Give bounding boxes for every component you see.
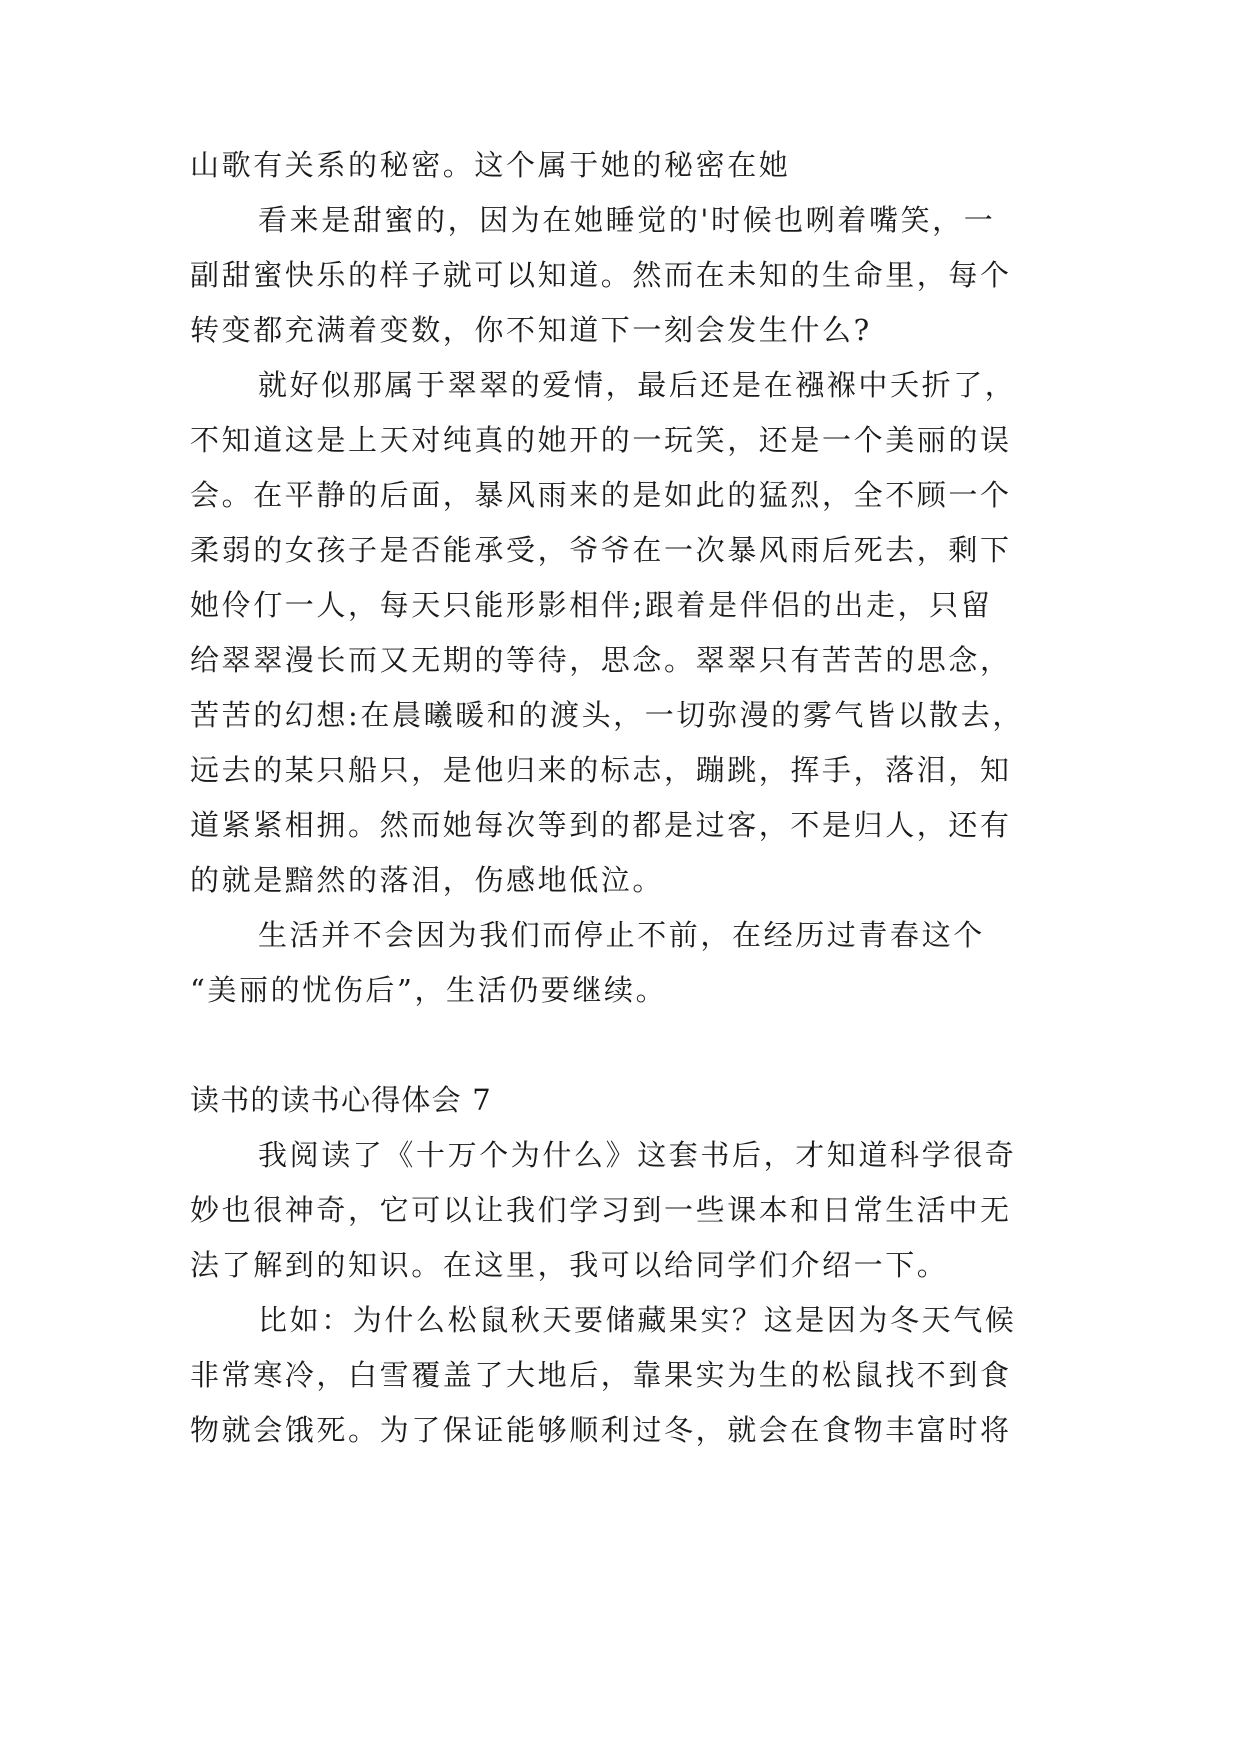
text-line: 转变都充满着变数，你不知道下一刻会发生什么?	[190, 313, 872, 347]
text-line: “美丽的忧伤后”，生活仍要继续。	[190, 973, 668, 1007]
text-line: 给翠翠漫长而又无期的等待，思念。翠翠只有苦苦的思念，	[190, 643, 1012, 677]
text-line: 法了解到的知识。在这里，我可以给同学们介绍一下。	[190, 1248, 949, 1282]
text-line: 她伶仃一人，每天只能形影相伴;跟着是伴侣的出走，只留	[190, 588, 993, 622]
text-line: 妙也很神奇，它可以让我们学习到一些课本和日常生活中无	[190, 1193, 1012, 1227]
paragraph-first-line: 看来是甜蜜的，因为在她睡觉的'时候也咧着嘴笑，一	[258, 203, 996, 237]
section-heading: 读书的读书心得体会 7	[190, 1083, 492, 1117]
text-line: 物就会饿死。为了保证能够顺利过冬，就会在食物丰富时将	[190, 1413, 1012, 1447]
text-line: 的就是黯然的落泪，伤感地低泣。	[190, 863, 665, 897]
paragraph-first-line: 我阅读了《十万个为什么》这套书后，才知道科学很奇	[258, 1138, 1017, 1172]
text-line: 远去的某只船只，是他归来的标志，蹦跳，挥手，落泪，知	[190, 753, 1012, 787]
text-line: 苦苦的幻想:在晨曦暖和的渡头，一切弥漫的雾气皆以散去，	[190, 698, 1024, 732]
paragraph-first-line: 生活并不会因为我们而停止不前，在经历过青春这个	[258, 918, 985, 952]
text-line: 不知道这是上天对纯真的她开的一玩笑，还是一个美丽的误	[190, 423, 1012, 457]
text-line: 道紧紧相拥。然而她每次等到的都是过客，不是归人，还有	[190, 808, 1012, 842]
paragraph-first-line: 就好似那属于翠翠的爱情，最后还是在襁褓中夭折了，	[258, 368, 1017, 402]
text-line: 柔弱的女孩子是否能承受，爷爷在一次暴风雨后死去，剩下	[190, 533, 1012, 567]
paragraph-first-line: 比如：为什么松鼠秋天要储藏果实？这是因为冬天气候	[258, 1303, 1017, 1337]
text-line: 山歌有关系的秘密。这个属于她的秘密在她	[190, 148, 791, 182]
text-line: 副甜蜜快乐的样子就可以知道。然而在未知的生命里，每个	[190, 258, 1012, 292]
text-line: 会。在平静的后面，暴风雨来的是如此的猛烈，全不顾一个	[190, 478, 1012, 512]
text-line: 非常寒冷，白雪覆盖了大地后，靠果实为生的松鼠找不到食	[190, 1358, 1012, 1392]
